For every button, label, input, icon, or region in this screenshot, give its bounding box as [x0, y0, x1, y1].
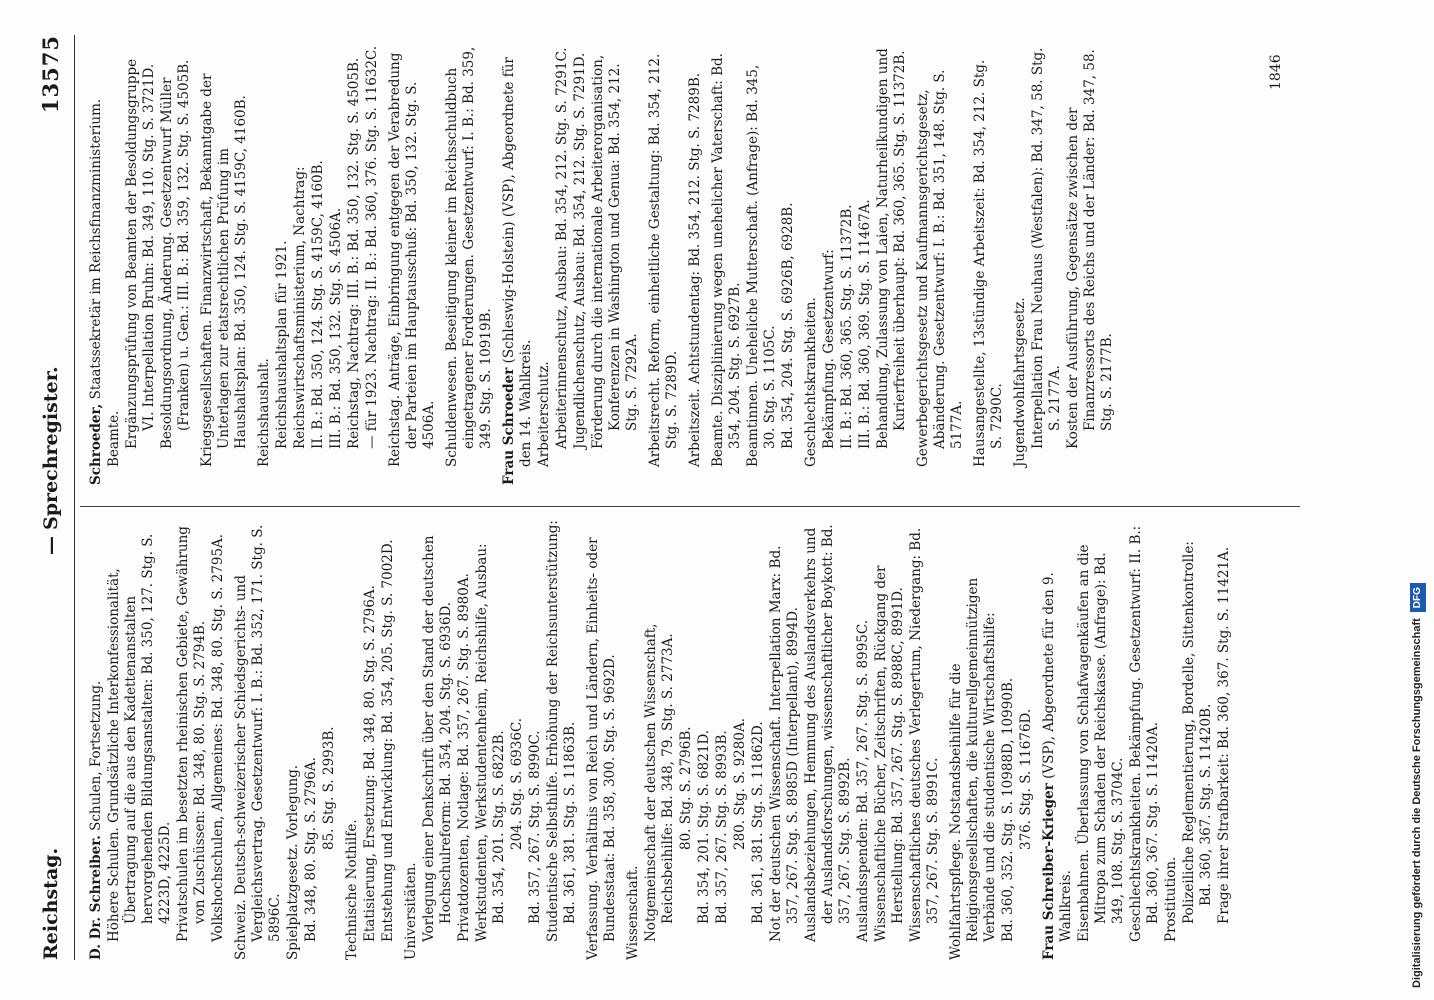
register-entry — [1018, 520, 1035, 960]
register-entry — [303, 520, 320, 960]
footer-number: 1846 — [1268, 54, 1284, 90]
entry-text: Privatschulen im besetzten rheinischen Gebiete, Gewährung von Zuschüssen: Bd. 348, 80. Stg. S. 2794B. — [175, 526, 208, 942]
entry-text: Schweiz. Deutsch-schweizerischer Schiedsgerichts- und Vergleichsvertrag. Gesetzentwurf: I. B.: Bd. 352, 171. Stg. S. 5896C. — [233, 524, 283, 960]
register-entry — [572, 45, 589, 485]
header-dash: — — [40, 536, 62, 555]
entry-text: Jugendwohlfahrtsgesetz. — [1012, 297, 1028, 467]
register-entry — [536, 45, 553, 485]
register-entry — [1163, 520, 1180, 960]
entry-text: 280. Stg. S. 9280A. — [732, 718, 748, 850]
register-entry — [387, 45, 438, 485]
entry-text: Wissenschaft. — [625, 865, 641, 960]
register-entry — [124, 45, 158, 485]
entry-text: Wissenschaftliche Bücher, Zeitschriften, Rückgang der Herstellung: Bd. 357, 267. Stg. S. 8988C, 8991D. — [873, 565, 906, 942]
register-entry — [233, 520, 284, 960]
register-entry — [328, 45, 345, 485]
entry-text: 204. Stg. S. 6936C. — [509, 717, 525, 850]
register-entry — [750, 520, 767, 960]
entry-text: Prostitution. — [1163, 856, 1179, 942]
entry-text: Bd. 348, 80. Stg. S. 2796A. — [303, 757, 319, 942]
entry-text: Beamte. Disziplinierung wegen unehelicher Vaterschaft: Bd. 354, 204. Stg. S. 6927B. — [710, 53, 743, 467]
entry-text: Behandlung, Zulassung von Laien, Naturheilkundigen und Kurierfreiheit überhaupt: Bd. 360, 365. Stg. S. 11372B. — [875, 48, 908, 449]
entry-text: Interpellation Frau Neuhaus (Westfalen): Bd. 347, 58. Stg. S. 2177A. — [1030, 47, 1063, 449]
register-entry — [696, 520, 713, 960]
register-entry — [321, 520, 338, 960]
entry-text: Bd. 357, 267. Stg. S. 8990C. — [527, 730, 543, 924]
entry-text: Arbeiterinnenschutz, Ausbau: Bd. 354, 212. Stg. S. 7291C. — [554, 47, 570, 449]
register-entry — [285, 520, 302, 960]
register-entry — [875, 45, 909, 485]
entry-text: 376. Stg. S. 11676D. — [1018, 708, 1034, 850]
entry-name: Frau Schreiber-Krieger — [1041, 783, 1057, 960]
page-header — [36, 35, 74, 960]
entry-text: Bd. 354, 204. Stg. S. 6926B, 6928B. — [780, 202, 796, 449]
entry-text: Bd. 357, 267. Stg. S. 8993B. — [714, 730, 730, 924]
register-entry — [545, 520, 579, 960]
left-column — [88, 520, 1234, 960]
entry-text: Besoldungsordnung, Änderung. Gesetzentwurf Müller (Franken) u. Gen.: III. B.: Bd. 359, 132. Stg. S. 4505B. — [159, 59, 192, 449]
register-entry — [585, 520, 619, 960]
header-title: Sprechregister. — [40, 366, 62, 530]
entry-text: Bd. 354, 201. Stg. S. 6821D. — [696, 729, 712, 924]
right-column — [88, 45, 1117, 485]
register-entry — [456, 520, 473, 960]
entry-text: Werkstudenten, Werkstudentenheim, Reichshilfe, Ausbau: Bd. 354, 201. Stg. S. 6822B. — [474, 543, 507, 942]
register-entry — [1041, 520, 1075, 960]
register-entry — [643, 520, 677, 960]
entry-text: Höhere Schulen. Grundsätzliche Interkonfessionalität, Übertragung auf die aus den Kadettenanstalten hervorgehenden Bildungsanstalten: Bd. 350, 127. Stg. S. 4223D, 4225D. — [106, 533, 173, 942]
entry-text: Gewerbegerichtsgesetz und Kaufmannsgerichtsgesetz, Abänderung. Gesetzentwurf: I. B.: Bd. 351, 148. Stg. S. 5177A. — [915, 69, 965, 467]
entry-text: Hausangestellte, 13stündige Arbeitszeit: Bd. 354, 212. Stg. S. 7290C. — [972, 59, 1005, 467]
register-entry — [380, 520, 397, 960]
entry-text: 85. Stg. S. 2993B. — [321, 726, 337, 850]
entry-text: Polizeiliche Reglementierung, Bordelle, Sittenkontrolle: Bd. 360, 367. Stg. S. 11420B. — [1181, 541, 1214, 924]
register-entry — [210, 520, 227, 960]
register-entry — [803, 520, 854, 960]
entry-text: Schuldenwesen. Beseitigung kleiner im Reichsschuldbuch eingetragener Forderungen. Gesetzentwurf: I. B.: Bd. 359, 349. Stg. S. 10919B. — [444, 46, 494, 467]
register-entry — [159, 45, 193, 485]
entry-name: Frau Schroeder — [501, 367, 517, 485]
header-rule — [74, 35, 75, 960]
entry-text: Eisenbahnen. Überlassung von Schlafwagenkäufen an die Mitropa zum Schaden der Reichskasse. (Anfrage): Bd. 349, 108. Stg. S. 3704C. — [1076, 544, 1126, 942]
register-entry — [292, 45, 309, 485]
entry-text: 80. Stg. S. 2796B. — [678, 726, 694, 850]
entry-text: Auslandsbeziehungen, Hemmung des Auslandsverkehrs und der Auslandsforschungen, wissenschaftlicher Boykott: Bd. 357, 267. Stg. S. 8992B. — [803, 524, 853, 942]
register-entry — [1030, 45, 1064, 485]
register-entry — [274, 45, 291, 485]
entry-text: Frage ihrer Strafbarkeit: Bd. 360, 367. Stg. S. 11421A. — [1216, 546, 1232, 924]
register-entry — [88, 45, 105, 485]
register-entry — [803, 45, 820, 485]
entry-text: Arbeitszeit. Achtstundentag: Bd. 354, 212. Stg. S. 7289B. — [687, 72, 703, 467]
register-entry — [501, 45, 535, 485]
entry-text: Kriegsgesellschaften. Finanzwirtschaft, Bekanntgabe der Unterlagen zur etatsrechtlichen Prüfung im Haushaltsplan: Bd. 350, 124. Stg. S. 4159C, 4160B. — [199, 73, 249, 467]
entry-text: Reichstag. Anträge, Einbringung entgegen der Verabredung der Parteien im Hauptausschuß: Bd. 350, 132. Stg. S. 4506A. — [387, 52, 437, 467]
entry-text: Volkshochschulen, Allgemeines: Bd. 348, 80. Stg. S. 2795A. — [210, 533, 226, 942]
register-entry — [855, 520, 872, 960]
register-entry — [509, 520, 526, 960]
register-entry — [647, 45, 681, 485]
entry-text: II. B.: Bd. 350, 124. Stg. S. 4159C, 4160B. — [310, 160, 326, 449]
entry-text: Beamtinnen. Uneheliche Mutterschaft. (Anfrage): Bd. 345, 30. Stg. S. 1105C. — [745, 64, 778, 467]
register-entry — [403, 520, 420, 960]
register-entry — [175, 520, 209, 960]
register-entry — [364, 45, 381, 485]
entry-text: Geschlechtskrankheiten. Bekämpfung. Gesetzentwurf: II. B.: Bd. 360, 367. Stg. S. 11420A. — [1128, 525, 1161, 942]
register-entry — [780, 45, 797, 485]
register-entry — [821, 45, 838, 485]
register-entry — [1076, 520, 1127, 960]
page-number: 13575 — [38, 35, 63, 114]
entry-text: Bd. 360, 352. Stg. S. 10988D, 10990B. — [1000, 677, 1016, 942]
register-entry — [1181, 520, 1215, 960]
entry-text: Auslandsspenden: Bd. 357, 267. Stg. S. 8995C. — [855, 619, 871, 942]
entry-text: Not der deutschen Wissenschaft. Interpellation Marx: Bd. 357, 267. Stg. S. 8985D (Interpellant), 8994D. — [768, 545, 801, 942]
register-entry — [1128, 520, 1162, 960]
register-entry — [678, 520, 695, 960]
entry-text: Jugendlichenschutz, Ausbau: Bd. 354, 212. Stg. S. 7291D. — [572, 52, 588, 449]
register-entry — [710, 45, 744, 485]
entry-text: Ergänzungsprüfung von Beamten der Besoldungsgruppe VI. Interpellation Bruhn: Bd. 349, 110. Stg. S. 3721D. — [124, 58, 157, 449]
header-left: Reichstag. — [40, 847, 62, 960]
entry-text: Reichshaushalt. — [256, 358, 272, 467]
register-entry — [88, 520, 105, 960]
register-entry — [625, 520, 642, 960]
register-entry — [732, 520, 749, 960]
register-entry — [199, 45, 250, 485]
register-entry — [908, 520, 942, 960]
entry-text: Privatdozenten, Notlage: Bd. 357, 267. Stg. S. 8980A. — [456, 573, 472, 942]
entry-text: Bekämpfung. Gesetzentwurf: — [821, 249, 837, 449]
entry-text: Technische Nothilfe. — [344, 819, 360, 960]
entry-text: (VSP), Abgeordnete für den 9. Wahlkreis. — [1041, 572, 1074, 942]
entry-text: Reichswirtschaftsministerium, Nachtrag: — [292, 166, 308, 449]
register-entry — [714, 520, 731, 960]
entry-text: (Schleswig-Holstein) (VSP), Abgeordnete für den 14. Wahlkreis. — [501, 57, 534, 467]
header-center — [40, 366, 62, 555]
register-entry — [948, 520, 999, 960]
register-entry — [839, 45, 856, 485]
entry-text: Bd. 361, 381. Stg. S. 11862D. — [750, 721, 766, 924]
register-entry — [1012, 45, 1029, 485]
entry-text: Etatisierung, Ersetzung: Bd. 348, 80. Stg. S. 2796A. — [362, 585, 378, 942]
register-entry — [362, 520, 379, 960]
register-entry — [444, 45, 495, 485]
entry-text: III. B.: Bd. 360, 369. Stg. S. 11467A. — [857, 199, 873, 449]
register-entry — [310, 45, 327, 485]
entry-text: Notgemeinschaft der deutschen Wissenschaft, Reichsbeihilfe: Bd. 348, 79. Stg. S. 2773A. — [643, 623, 676, 942]
entry-text: Wohlfahrtspflege. Notstandsbeihilfe für die Religionsgesellschaften, die kulturellgemeinnützigen Verbände und die studentische Wirtschaftshilfe: — [948, 577, 998, 960]
entry-text: Schulen, Fortsetzung. — [88, 680, 104, 836]
entry-text: Kosten der Ausführung, Gegensätze zwischen der Finanzressorts des Reichs und der Länder: Bd. 347, 58. Stg. S. 2177B. — [1065, 49, 1115, 449]
register-entry — [873, 520, 907, 960]
entry-text: Entstehung und Entwicklung: Bd. 354, 205. Stg. S. 7002D. — [380, 539, 396, 942]
register-entry — [745, 45, 779, 485]
register-entry — [527, 520, 544, 960]
register-entry — [554, 45, 571, 485]
entry-text: Vorlegung einer Denkschrift über den Stand der deutschen Hochschulreform: Bd. 354, 204. Stg. S. 6936D. — [421, 535, 454, 942]
entry-text: — für 1923. Nachtrag: II. B.: Bd. 360, 376. Stg. S. 11632C. — [364, 45, 380, 449]
entry-name: Schroeder, — [88, 403, 104, 485]
register-entry — [687, 45, 704, 485]
register-entry — [1065, 45, 1116, 485]
entry-text: Spielplatzgesetz. Vorlegung. — [285, 764, 301, 960]
column-divider — [80, 506, 1300, 507]
register-entry — [474, 520, 508, 960]
register-entry — [915, 45, 966, 485]
entry-text: II. B.: Bd. 360, 365. Stg. S. 11372B. — [839, 204, 855, 449]
entry-text: Studentische Selbsthilfe. Erhöhung der Reichsunterstützung: Bd. 361, 381. Stg. S. 11863B. — [545, 520, 578, 942]
register-entry — [590, 45, 641, 485]
register-entry — [768, 520, 802, 960]
entry-text: Verfassung. Verhältnis von Reich und Ländern, Einheits- oder Bundesstaat: Bd. 358, 300. Stg. S. 9692D. — [585, 537, 618, 960]
entry-text: Staatssekretär im Reichsfinanzministerium. — [88, 98, 104, 404]
register-entry — [256, 45, 273, 485]
side-note-text: Digitalisierung gefördert durch die Deutsche Forschungsgemeinschaft — [1411, 618, 1423, 988]
dfg-logo: DFG — [1410, 583, 1426, 612]
entry-text: Wissenschaftliches deutsches Verlegertum, Niedergang: Bd. 357, 267. Stg. S. 8991C. — [908, 527, 941, 942]
register-entry — [972, 45, 1006, 485]
register-entry — [857, 45, 874, 485]
entry-text: Reichshaushaltsplan für 1921. — [274, 240, 290, 449]
register-entry — [344, 520, 361, 960]
entry-text: Geschlechtskrankheiten. — [803, 297, 819, 467]
entry-text: Beamte. — [106, 410, 122, 467]
entry-name: D. Dr. Schreiber. — [88, 835, 104, 960]
register-entry — [346, 45, 363, 485]
register-entry — [421, 520, 455, 960]
register-entry — [106, 45, 123, 485]
entry-text: Förderung durch die internationale Arbeiterorganisation, Konferenzen in Washington und Genua: Bd. 354, 212. Stg. S. 7292A. — [590, 54, 640, 449]
entry-text: Arbeitsrecht. Reform, einheitliche Gestaltung: Bd. 354, 212. Stg. S. 7289D. — [647, 53, 680, 467]
register-entry — [1000, 520, 1017, 960]
entry-text: Arbeiterschutz. — [536, 361, 552, 467]
entry-text: Universitäten. — [403, 862, 419, 960]
entry-text: Reichstag, Nachtrag: III. B.: Bd. 350, 132. Stg. S. 4505B. — [346, 57, 362, 449]
side-note — [1407, 8, 1429, 988]
register-entry — [1216, 520, 1233, 960]
entry-text: III. B.: Bd. 350, 132. Stg. S. 4506A. — [328, 207, 344, 449]
register-entry — [106, 520, 174, 960]
